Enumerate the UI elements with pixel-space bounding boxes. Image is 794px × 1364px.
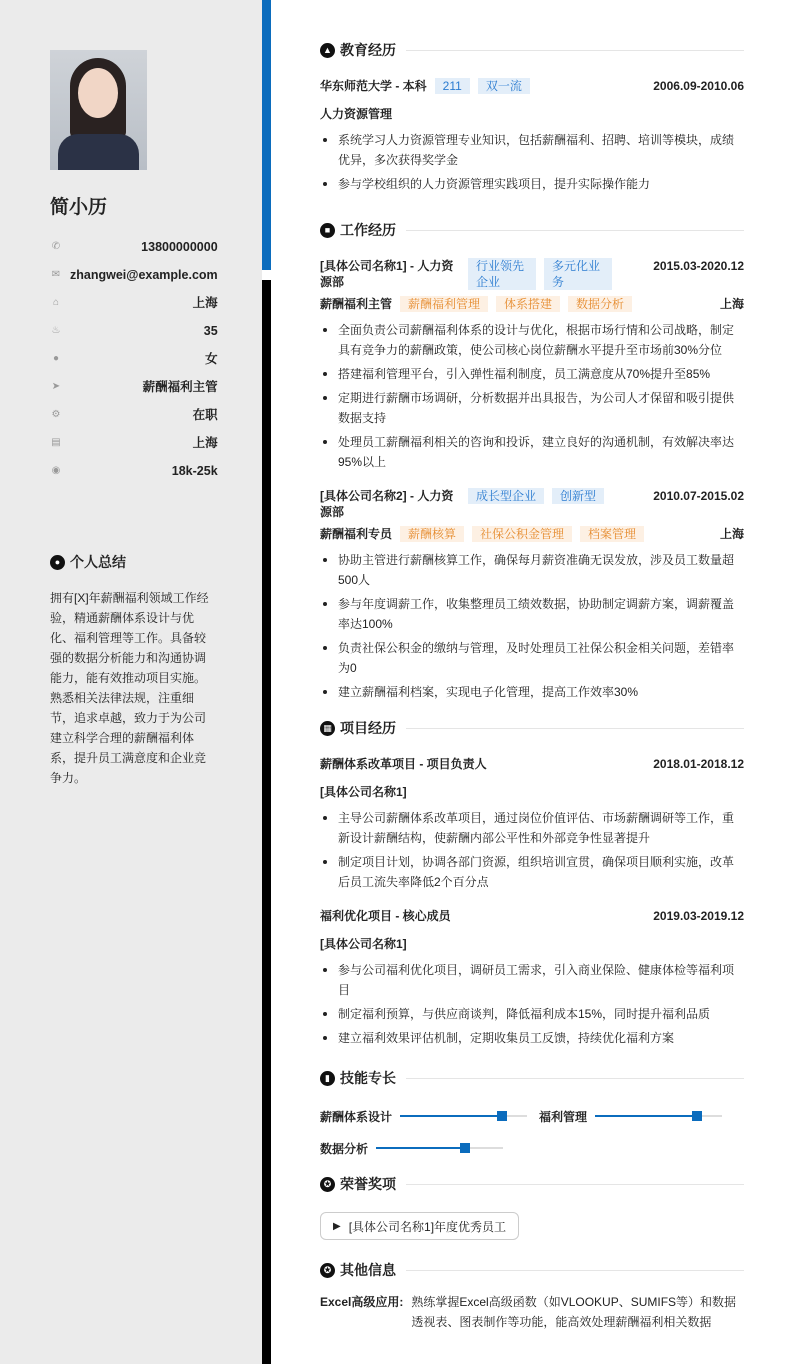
skill-tag: 社保公积金管理	[472, 526, 572, 542]
project-entry	[320, 750, 744, 892]
awards-heading	[320, 1172, 744, 1196]
date: 2019.03-2019.12	[653, 909, 744, 923]
job-entry	[320, 482, 744, 702]
grid-icon: ▦	[320, 721, 335, 736]
company: [具体公司名称1] - 人力资源部	[320, 259, 454, 289]
bullet-item: 建立福利效果评估机制，定期收集员工反馈，持续优化福利方案	[320, 1028, 744, 1048]
date: 2010.07-2015.02	[653, 489, 744, 503]
building-icon: ▤	[51, 437, 61, 448]
bullet-item: 系统学习人力资源管理专业知识，包括薪酬福利、招聘、培训等模块，成绩优异，多次获得奖学金	[320, 130, 744, 170]
skill-tag: 薪酬福利管理	[400, 296, 488, 312]
phone-icon: ✆	[51, 241, 61, 252]
bullet-item: 协助主管进行薪酬核算工作，确保每月薪资准确无误发放，涉及员工数量超500人	[320, 550, 744, 590]
skill-item	[320, 1132, 503, 1164]
job-entry	[320, 252, 744, 472]
tag: 行业领先企业	[468, 258, 536, 290]
section-title: 工作经历	[340, 222, 396, 238]
status: 在职	[192, 408, 218, 422]
main-content	[320, 38, 744, 1332]
education-bullets	[320, 130, 744, 194]
award-label: [具体公司名称1]年度优秀员工	[348, 1219, 507, 1234]
tag: 双一流	[478, 78, 530, 94]
tag: 成长型企业	[468, 488, 544, 504]
section-title: 项目经历	[340, 720, 396, 736]
other-label: Excel高级应用:	[320, 1295, 404, 1309]
job-city: 上海	[719, 527, 744, 541]
skill-tag: 体系搭建	[496, 296, 560, 312]
project-name: 薪酬体系改革项目 - 项目负责人	[320, 757, 487, 771]
work-heading	[320, 218, 744, 242]
skill-name: 薪酬体系设计	[320, 1109, 393, 1124]
bullet-item: 全面负责公司薪酬福利体系的设计与优化，根据市场行情和公司战略，制定具有竞争力的薪酬政策，使公司核心岗位薪酬水平提升至市场前30%分位	[320, 320, 744, 360]
skill-fill	[595, 1115, 697, 1117]
section-title: 技能专长	[340, 1070, 396, 1086]
skills-heading	[320, 1066, 744, 1090]
bullet-item: 搭建福利管理平台，引入弹性福利制度，员工满意度从70%提升至85%	[320, 364, 744, 384]
age: 35	[203, 324, 218, 338]
education-heading	[320, 38, 744, 62]
phone: 13800000000	[141, 240, 218, 254]
accent-bar	[262, 0, 271, 270]
location: 上海	[192, 296, 218, 310]
bullet-item: 负责社保公积金的缴纳与管理，及时处理员工社保公积金相关问题，差错率为0	[320, 638, 744, 678]
cake-icon: ♨	[51, 325, 61, 336]
divider-bar	[262, 280, 271, 1364]
skill-slider[interactable]	[400, 1115, 527, 1117]
school: 华东师范大学 - 本科	[320, 79, 427, 93]
role: 薪酬福利专员	[320, 527, 393, 541]
briefcase-icon: ■	[320, 223, 335, 238]
skill-fill	[376, 1147, 465, 1149]
job-city: 上海	[719, 297, 744, 311]
section-title: 荣誉奖项	[340, 1176, 396, 1192]
skill-thumb[interactable]	[460, 1143, 470, 1153]
summary-text: 拥有[X]年薪酬福利领域工作经验，精通薪酬体系设计与优化、福利管理等工作。具备较强的数据分析能力和沟通协调能力，能有效推动项目实施。熟悉相关法律法规，注重细节，追求卓越，致力于为公司建立科学合理的薪酬福利体系，提升员工满意度和企业竞争力。	[50, 591, 209, 785]
gender-icon: ●	[52, 353, 60, 364]
bullet-item: 建立薪酬福利档案，实现电子化管理，提高工作效率30%	[320, 682, 744, 702]
bullet-item: 参与公司福利优化项目，调研员工需求，引入商业保险、健康体检等福利项目	[320, 960, 744, 1000]
section-title: 教育经历	[340, 42, 396, 58]
skill-thumb[interactable]	[692, 1111, 702, 1121]
chart-icon: ▮	[320, 1071, 335, 1086]
profile-name: 简小历	[50, 197, 108, 218]
avatar	[50, 50, 147, 170]
bullet-item: 制定福利预算，与供应商谈判，降低福利成本15%，同时提升福利品质	[320, 1004, 744, 1024]
tag: 多元化业务	[544, 258, 612, 290]
summary-heading	[50, 552, 126, 572]
company: [具体公司名称2] - 人力资源部	[320, 489, 454, 519]
play-icon: ▶	[333, 1220, 341, 1232]
skill-tag: 薪酬核算	[400, 526, 464, 542]
graduation-cap-icon: ▲	[320, 43, 335, 58]
money-icon: ◉	[51, 465, 61, 476]
bullet-item: 定期进行薪酬市场调研，分析数据并出具报告，为公司人才保留和吸引提供数据支持	[320, 388, 744, 428]
bullet-item: 处理员工薪酬福利相关的咨询和投诉，建立良好的沟通机制，有效解决率达95%以上	[320, 432, 744, 472]
city: 上海	[192, 436, 218, 450]
bullet-item: 参与年度调薪工作，收集整理员工绩效数据，协助制定调薪方案，调薪覆盖率达100%	[320, 594, 744, 634]
project-company: [具体公司名称1]	[320, 785, 407, 799]
mail-icon: ✉	[51, 269, 61, 280]
date: 2006.09-2010.06	[653, 79, 744, 93]
user-icon: ●	[50, 555, 65, 570]
bullet-item: 参与学校组织的人力资源管理实践项目，提升实际操作能力	[320, 174, 744, 194]
other-heading	[320, 1258, 744, 1282]
skill-slider[interactable]	[595, 1115, 722, 1117]
award-icon: ✪	[320, 1177, 335, 1192]
award-icon: ✪	[320, 1263, 335, 1278]
date: 2018.01-2018.12	[653, 757, 744, 771]
date: 2015.03-2020.12	[653, 259, 744, 273]
skill-item	[539, 1100, 722, 1132]
award-item[interactable]	[320, 1212, 519, 1240]
position: 薪酬福利主管	[142, 380, 218, 394]
skill-name: 福利管理	[539, 1109, 588, 1124]
project-entry	[320, 902, 744, 1048]
role: 薪酬福利主管	[320, 297, 393, 311]
contact-info	[50, 230, 218, 482]
home-icon: ⌂	[52, 297, 60, 308]
tag: 211	[435, 78, 470, 94]
skill-fill	[400, 1115, 502, 1117]
gender: 女	[205, 352, 218, 366]
section-title: 其他信息	[340, 1262, 396, 1278]
other-text: 熟练掌握Excel高级函数（如VLOOKUP、SUMIFS等）和数据透视表、图表制作等功能，能高效处理薪酬福利相关数据	[411, 1295, 737, 1329]
skill-name: 数据分析	[320, 1141, 369, 1156]
summary-title: 个人总结	[70, 554, 126, 570]
salary: 18k-25k	[171, 464, 218, 478]
email[interactable]: zhangwei@example.com	[70, 268, 218, 282]
skill-tag: 档案管理	[580, 526, 644, 542]
bullet-item: 制定项目计划，协调各部门资源，组织培训宣贯，确保项目顺利实施，改革后员工流失率降低2个百分点	[320, 852, 744, 892]
skill-thumb[interactable]	[497, 1111, 507, 1121]
project-name: 福利优化项目 - 核心成员	[320, 909, 451, 923]
project-company: [具体公司名称1]	[320, 937, 407, 951]
skill-item	[320, 1100, 527, 1132]
bullet-item: 主导公司薪酬体系改革项目，通过岗位价值评估、市场薪酬调研等工作，重新设计薪酬结构，使薪酬内部公平性和外部竞争性显著提升	[320, 808, 744, 848]
tag: 创新型	[552, 488, 604, 504]
gear-icon: ⚙	[51, 409, 61, 420]
send-icon: ➤	[51, 381, 61, 392]
projects-heading	[320, 716, 744, 740]
skill-tag: 数据分析	[568, 296, 632, 312]
skill-slider[interactable]	[376, 1147, 503, 1149]
major: 人力资源管理	[320, 107, 393, 121]
